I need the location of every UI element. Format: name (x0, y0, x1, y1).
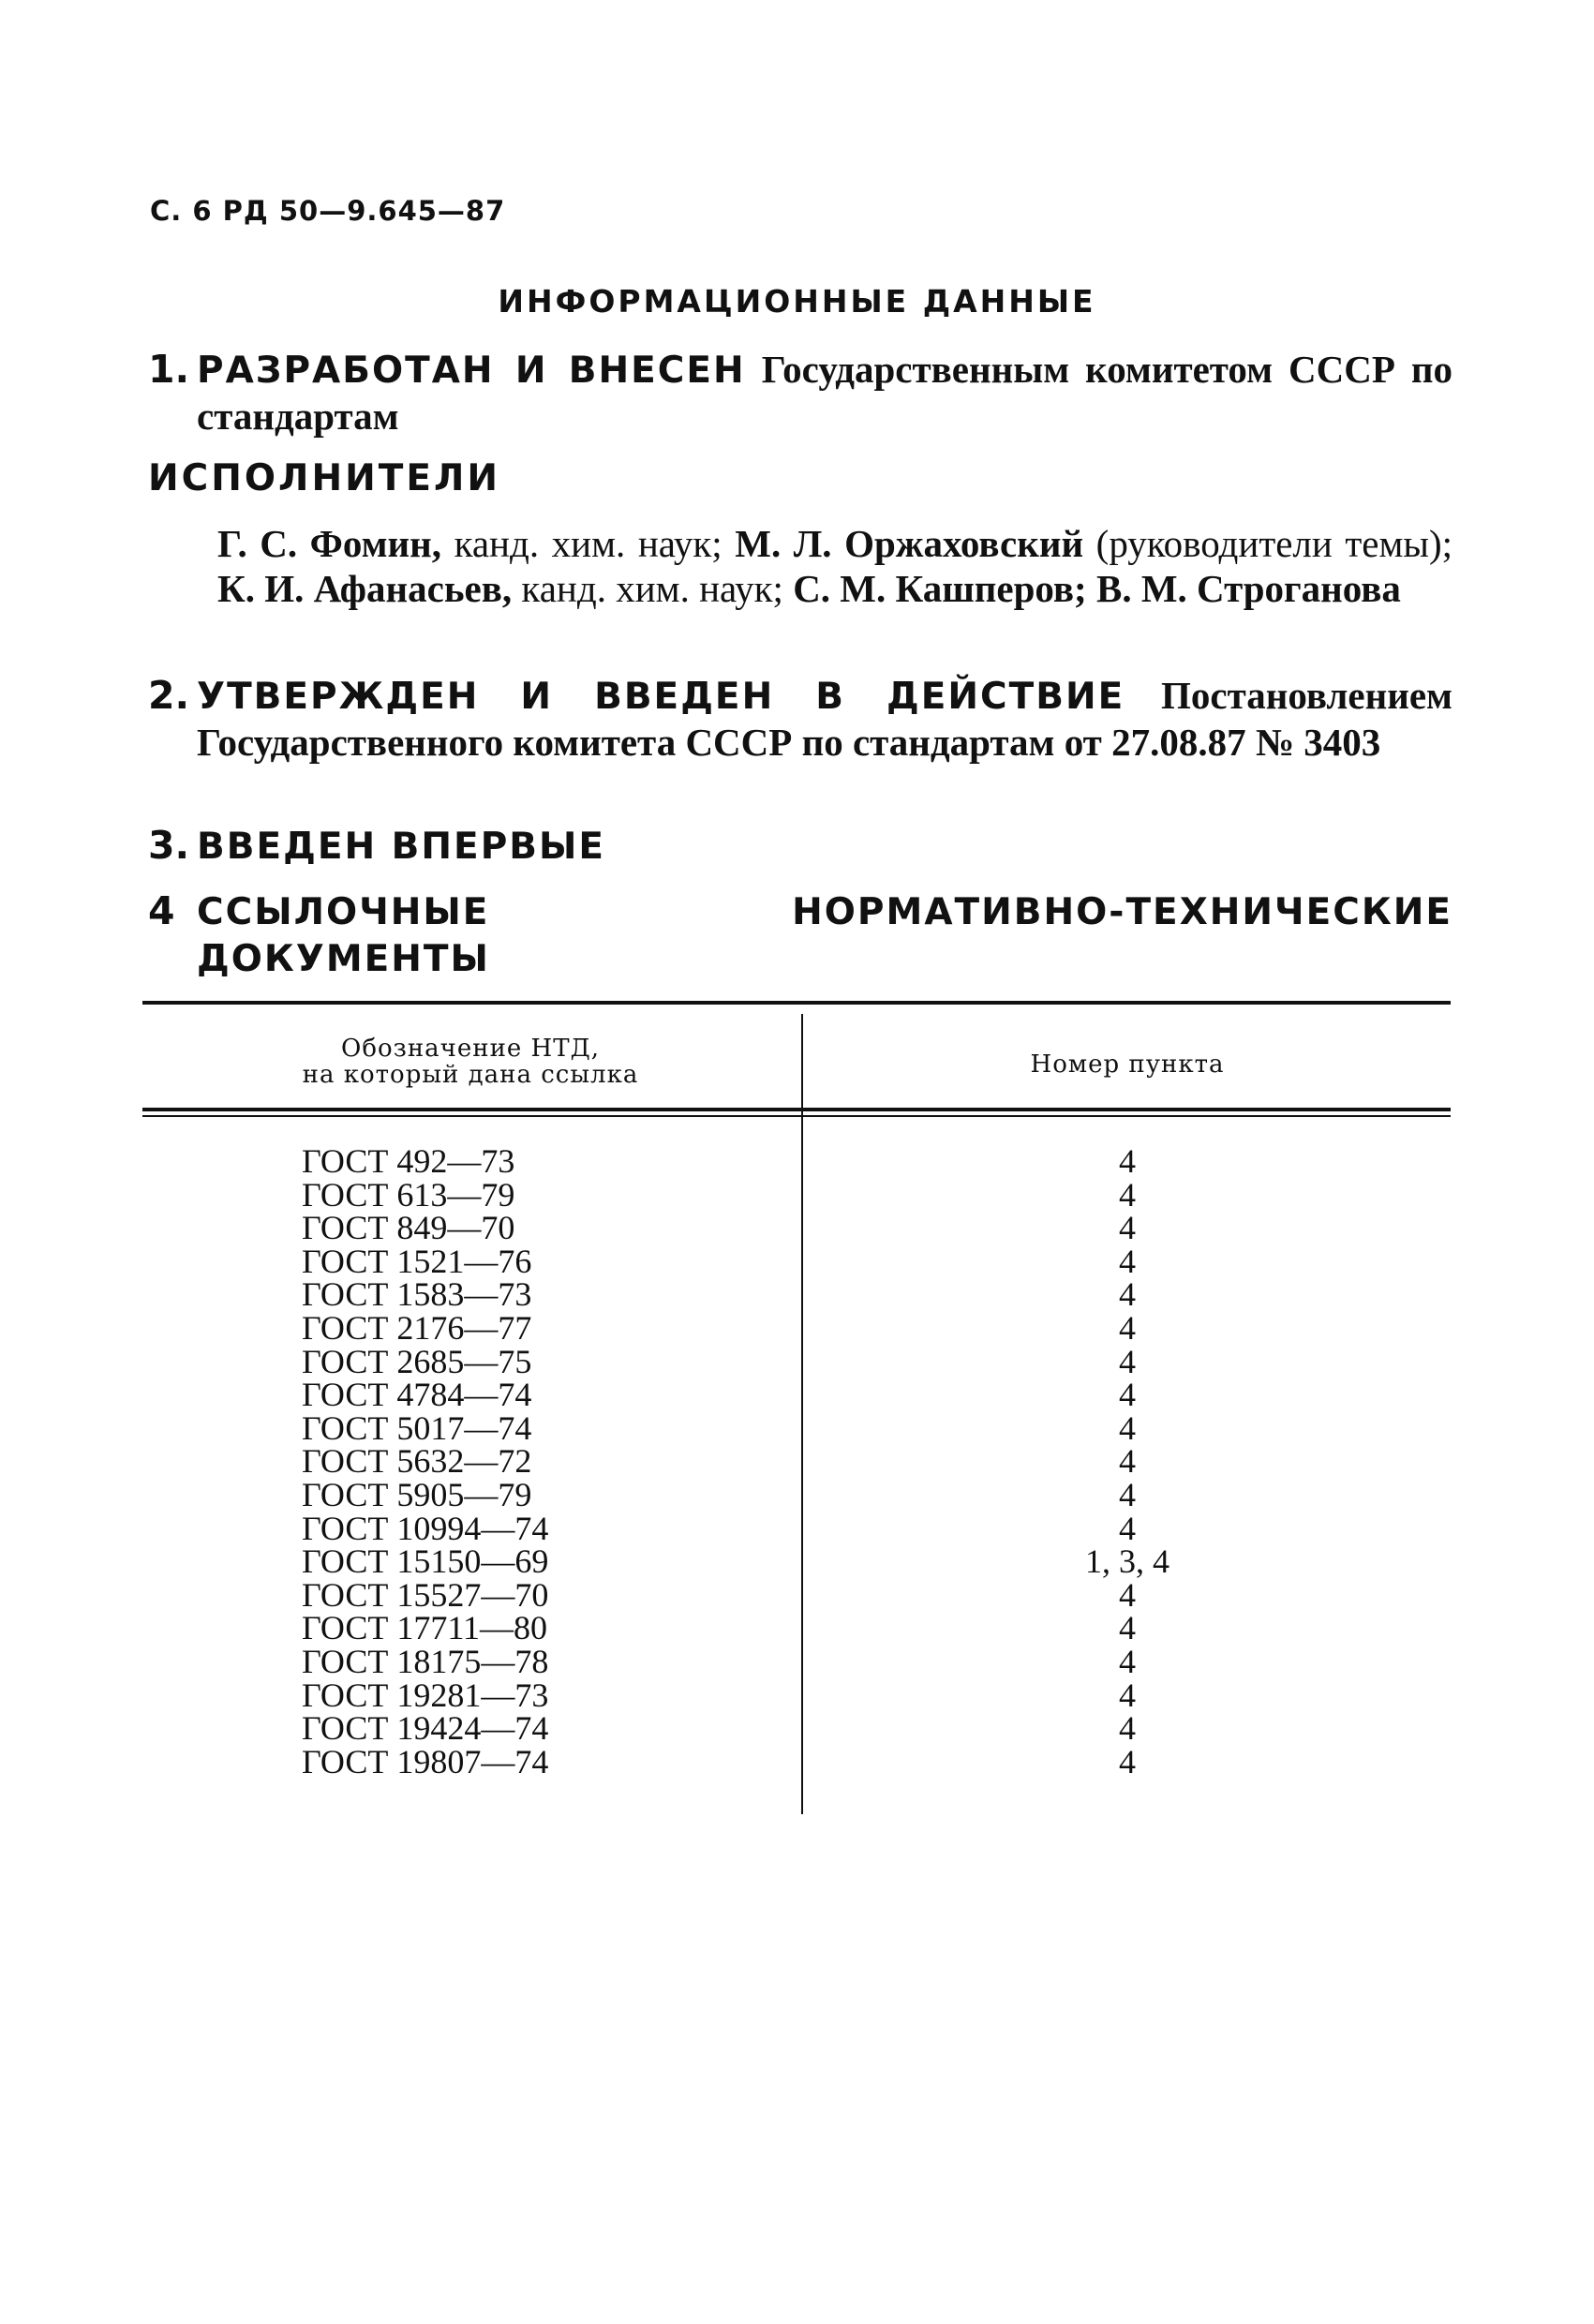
table-cell-clause: 4 (1119, 1509, 1136, 1547)
table-cell-clause: 4 (1119, 1142, 1136, 1180)
item-body (197, 823, 1452, 870)
item-number: 3. (148, 823, 190, 868)
table-cell-clause: 4 (1119, 1175, 1136, 1214)
table-cell-document: ГОСТ 2685—75 (302, 1342, 532, 1380)
running-head: С. 6 РД 50—9.645—87 (150, 195, 506, 227)
performers-heading: ИСПОЛНИТЕЛИ (148, 457, 501, 499)
performer-name: С. М. Кашперов; (793, 567, 1087, 610)
table-cell-document: ГОСТ 15150—69 (302, 1542, 549, 1581)
table-cell-document: ГОСТ 5017—74 (302, 1408, 532, 1447)
table-cell-clause: 4 (1119, 1709, 1136, 1748)
performer-name: Г. С. Фомин, (217, 522, 442, 565)
item-text: Постановлением Государственного комитета СССР по стандартам от 27.08.87 № 3403 (197, 674, 1452, 764)
table-cell-clause: 4 (1119, 1376, 1136, 1414)
item-lead: РАЗРАБОТАН И ВНЕСЕН (197, 350, 746, 392)
performer-title: канд. хим. наук; (521, 567, 783, 610)
table-cell-document: ГОСТ 2176—77 (302, 1308, 532, 1347)
table-cell-document: ГОСТ 492—73 (302, 1142, 515, 1180)
table-cell-document: ГОСТ 4784—74 (302, 1376, 532, 1414)
info-item-3 (148, 823, 1452, 870)
table-cell-document: ГОСТ 18175—78 (302, 1642, 549, 1680)
table-cell-document: ГОСТ 17711—80 (302, 1609, 548, 1647)
performer-name: М. Л. Оржаховский (735, 522, 1084, 565)
item-body (197, 347, 1452, 439)
info-item-2 (148, 673, 1452, 765)
table-column-divider (801, 1014, 803, 1814)
table-cell-clause: 4 (1119, 1275, 1136, 1314)
performer-name: В. М. Строганова (1095, 567, 1401, 610)
table-cell-document: ГОСТ 19424—74 (302, 1709, 549, 1748)
item-body (197, 888, 1452, 982)
item-number: 1. (148, 347, 190, 392)
item-lead: УТВЕРЖДЕН И ВВЕДЕН В ДЕЙСТВИЕ (197, 676, 1125, 718)
table-header-rule-secondary (142, 1115, 1451, 1117)
table-cell-clause: 4 (1119, 1408, 1136, 1447)
table-cell-document: ГОСТ 19807—74 (302, 1742, 549, 1780)
item-number: 4 (148, 888, 175, 933)
table-cell-document: ГОСТ 15527—70 (302, 1575, 549, 1614)
table-cell-clause: 4 (1119, 1209, 1136, 1247)
header-line: на который дана ссылка (302, 1061, 639, 1089)
table-cell-clause: 4 (1119, 1475, 1136, 1513)
table-cell-clause: 4 (1119, 1642, 1136, 1680)
table-cell-clause: 4 (1119, 1442, 1136, 1481)
table-cell-document: ГОСТ 5632—72 (302, 1442, 532, 1481)
page-title: ИНФОРМАЦИОННЫЕ ДАННЫЕ (498, 283, 1096, 320)
info-item-1 (148, 347, 1452, 439)
table-cell-document: ГОСТ 1521—76 (302, 1242, 532, 1280)
performer-title: канд. хим. наук; (454, 522, 723, 565)
table-top-rule (142, 1001, 1451, 1005)
table-cell-document: ГОСТ 613—79 (302, 1175, 515, 1214)
table-cell-clause: 4 (1119, 1742, 1136, 1780)
table-header-document (142, 1035, 798, 1088)
table-cell-document: ГОСТ 10994—74 (302, 1509, 549, 1547)
table-column-documents (302, 1142, 789, 1780)
header-line: Обозначение НТД, (341, 1035, 600, 1063)
performer-title: (руководители темы); (1095, 522, 1453, 565)
table-column-clauses (804, 1142, 1451, 1780)
performers-list (217, 521, 1452, 611)
item-number: 2. (148, 673, 190, 718)
table-cell-document: ГОСТ 849—70 (302, 1209, 515, 1247)
table-cell-clause: 4 (1119, 1676, 1136, 1714)
table-cell-clause: 1, 3, 4 (1085, 1542, 1169, 1581)
table-cell-clause: 4 (1119, 1242, 1136, 1280)
item-lead: ССЫЛОЧНЫЕ НОРМАТИВНО-ТЕХНИЧЕСКИЕ ДОКУМЕНТЫ (197, 891, 1452, 980)
performer-name: К. И. Афанасьев, (217, 567, 513, 610)
table-cell-clause: 4 (1119, 1342, 1136, 1380)
table-header-clause: Номер пункта (1030, 1050, 1225, 1079)
item-body (197, 673, 1452, 765)
table-header-rule (142, 1108, 1451, 1111)
item-lead: ВВЕДЕН ВПЕРВЫЕ (197, 826, 606, 868)
table-cell-document: ГОСТ 19281—73 (302, 1676, 549, 1714)
info-item-4 (148, 888, 1452, 982)
table-cell-clause: 4 (1119, 1308, 1136, 1347)
table-cell-clause: 4 (1119, 1609, 1136, 1647)
table-cell-document: ГОСТ 1583—73 (302, 1275, 532, 1314)
table-cell-document: ГОСТ 5905—79 (302, 1475, 532, 1513)
item-text: Государственным комитетом СССР по стандартам (197, 348, 1452, 438)
table-cell-clause: 4 (1119, 1575, 1136, 1614)
